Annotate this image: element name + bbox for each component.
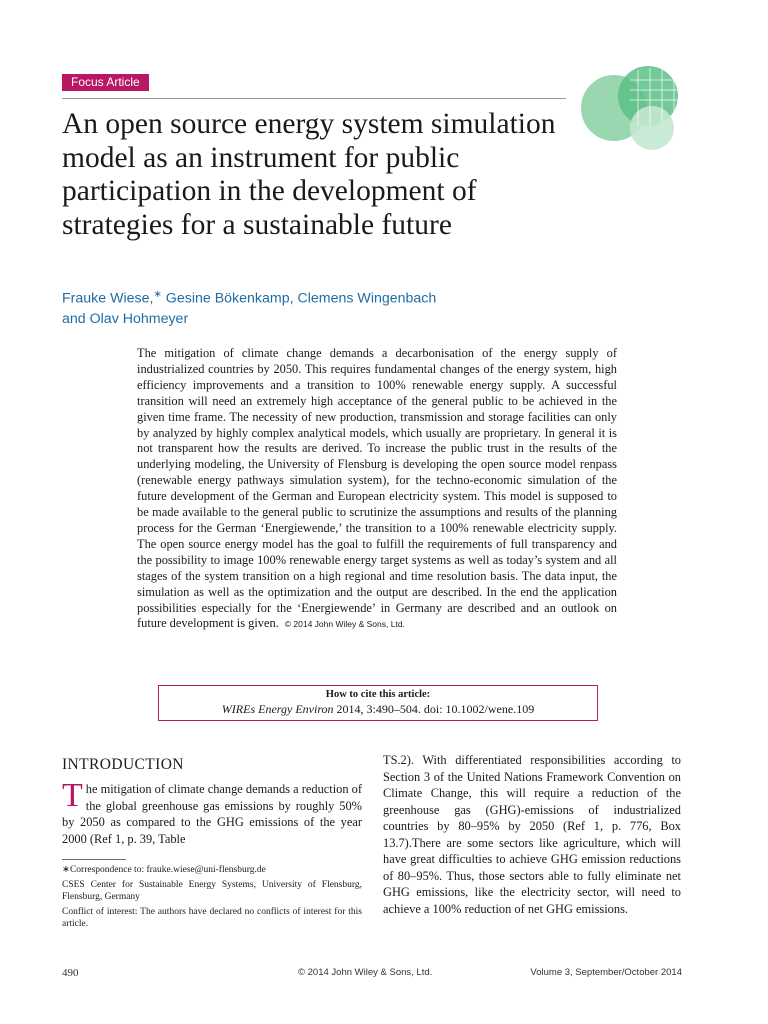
intro-paragraph-right: TS.2). With differentiated responsibilities according to Section 3 of the United Nations Framework Convention on Climate Change, this will require a reduction of the greenhouse gas (GHG)-emissions of industrialized countries by 80–95% by 2050 (Ref 1, p. 776, Box 13.7).There are some sectors like agriculture, which will have great difficulties to achieve GHG emission reductions of 80–95%. Thus, those sectors able to fully eliminate net GHG emissions, like the electricity sector, will need to achieve a 100% reduction of net GHG emissions.: [383, 753, 681, 916]
right-column: [383, 752, 681, 917]
citation-details: 2014, 3:490–504. doi: 10.1002/wene.109: [333, 702, 535, 716]
page-number: 490: [62, 967, 79, 979]
left-column: [62, 755, 362, 933]
citation-reference: [159, 701, 597, 717]
footnote-correspondence: ∗Correspondence to: frauke.wiese@uni-flensburg.de: [62, 865, 266, 875]
abstract: [137, 346, 617, 633]
footnote-affiliation: CSES Center for Sustainable Energy Systems, University of Flensburg, Flensburg, Germany: [62, 880, 362, 902]
author-last: and Olav Hohmeyer: [62, 310, 189, 327]
intro-paragraph-left: [62, 777, 362, 847]
abstract-copyright: © 2014 John Wiley & Sons, Ltd.: [284, 619, 405, 630]
footnote-conflict: Conflict of interest: The authors have declared no conflicts of interest for this article.: [62, 907, 362, 929]
overlapping-circles-logo-icon: [578, 60, 698, 160]
footer-volume: Volume 3, September/October 2014: [530, 967, 682, 978]
header-rule: [62, 98, 566, 99]
article-title: An open source energy system simulation model as an instrument for public participation in the development of strategies for a sustainable future: [62, 108, 556, 241]
footer-copyright: © 2014 John Wiley & Sons, Ltd.: [298, 967, 433, 978]
author-list: [62, 285, 522, 329]
citation-box: [158, 685, 598, 721]
intro-text-left: he mitigation of climate change demands a reduction of the global greenhouse gas emissions by roughly 50% by 2050 as compared to the GHG emissions of the year 2000 (Ref 1, p. 39, Table: [62, 782, 362, 846]
citation-journal: WIREs Energy Environ: [221, 702, 334, 716]
footnote-rule: [62, 859, 126, 860]
section-heading: INTRODUCTION: [62, 756, 184, 773]
author-first: Frauke Wiese,: [62, 290, 154, 307]
page-footer: [62, 967, 682, 981]
correspondence-marker: ∗: [153, 289, 162, 300]
drop-cap: T: [62, 777, 83, 814]
abstract-text: The mitigation of climate change demands a decarbonisation of the energy supply of industrialized countries by 2050. This requires fundamental changes of the energy system, high efficiency improvements and a transition to 100% renewable energy supply. A successful transition will need an extremely high acceptance of the general public to be achieved in the given time frame. The necessity of new production, transmission and storage facilities can only by analyzed by highly complex analytical models, which usually are proprietary. In general it is not transparent how the results are derived. To increase the public trust in the results of the underlying modeling, the University of Flensburg is developing the open source model renpass (renewable energy pathways simulation system), for the techno-economic simulation of the future development of the German and European electricity system. This model is supposed to be made available to the general public to scrutinize the assumptions and results of the planning process for the German ‘Energiewende,’ the transition to a 100% renewable electricity supply. The open source energy model has the goal to fulfill the requirements of full transparency and the possibility to image 100% renewable energy target systems as well as today’s system and all stages of the system transition on a high regional and time resolution basis. The data input, the simulation as well as the optimization and the output are described. In the end the application possibilities especially for the ‘Energiewende’ in Germany are described and an outlook on future development is given.: [137, 346, 617, 631]
citation-heading: How to cite this article:: [325, 689, 431, 700]
author-others: Gesine Bökenkamp, Clemens Wingenbach: [161, 290, 437, 307]
article-type-tag: Focus Article: [62, 74, 149, 91]
